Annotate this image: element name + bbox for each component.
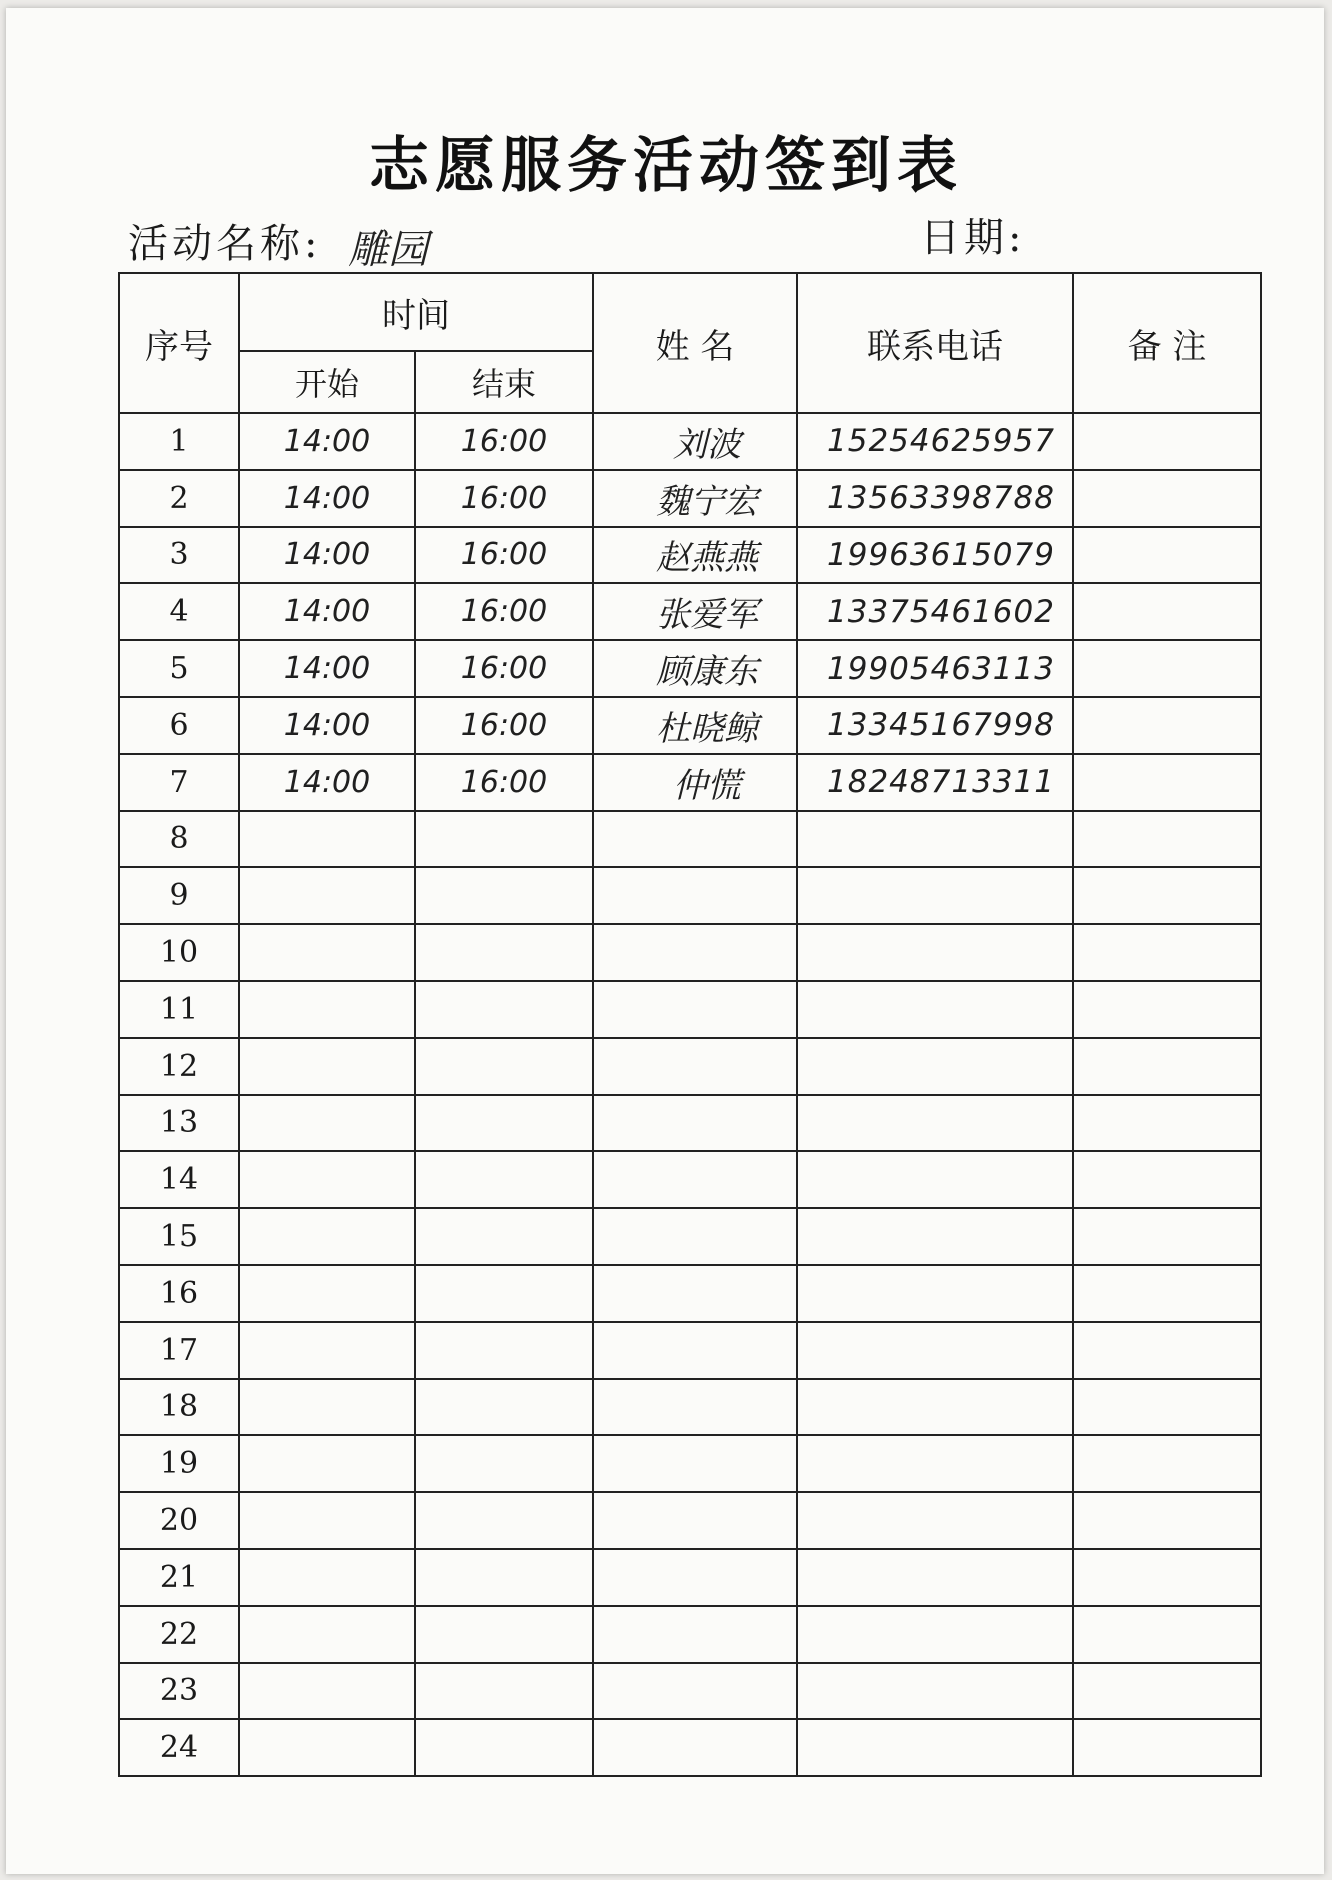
table-row: [119, 1151, 1261, 1208]
start-time-cell: [239, 1379, 415, 1436]
sign-in-table: [118, 272, 1262, 1777]
row-number: 19: [119, 1435, 239, 1492]
note-cell: [1073, 981, 1261, 1038]
phone-cell: [797, 1606, 1073, 1663]
phone-cell: [797, 1492, 1073, 1549]
note-cell: [1073, 697, 1261, 754]
end-time-cell: 16:00: [415, 640, 593, 697]
end-time-cell: [415, 867, 593, 924]
row-number: 4: [119, 583, 239, 640]
name-cell: [593, 1606, 797, 1663]
name-cell: 赵燕燕: [593, 527, 797, 584]
note-cell: [1073, 867, 1261, 924]
header-start: 开始: [239, 351, 415, 413]
name-cell: 顾康东: [593, 640, 797, 697]
row-number: 17: [119, 1322, 239, 1379]
end-time-cell: [415, 1322, 593, 1379]
phone-cell: 15254625957: [797, 413, 1073, 470]
phone-cell: [797, 1151, 1073, 1208]
phone-cell: [797, 867, 1073, 924]
table-row: [119, 413, 1261, 470]
phone-cell: [797, 1322, 1073, 1379]
phone-cell: 18248713311: [797, 754, 1073, 811]
end-time-cell: [415, 1606, 593, 1663]
start-time-cell: [239, 1208, 415, 1265]
phone-cell: 19963615079: [797, 527, 1073, 584]
row-number: 7: [119, 754, 239, 811]
name-cell: [593, 1719, 797, 1776]
note-cell: [1073, 413, 1261, 470]
phone-cell: [797, 1265, 1073, 1322]
table-row: [119, 1095, 1261, 1152]
table-row: [119, 470, 1261, 527]
table-row: [119, 1435, 1261, 1492]
row-number: 9: [119, 867, 239, 924]
date-label: 日期:: [920, 215, 1026, 261]
row-number: 1: [119, 413, 239, 470]
end-time-cell: 16:00: [415, 583, 593, 640]
table-row: [119, 1265, 1261, 1322]
end-time-cell: [415, 1549, 593, 1606]
start-time-cell: 14:00: [239, 470, 415, 527]
name-cell: [593, 1492, 797, 1549]
note-cell: [1073, 811, 1261, 868]
end-time-cell: [415, 981, 593, 1038]
note-cell: [1073, 1151, 1261, 1208]
table-row: [119, 924, 1261, 981]
name-cell: [593, 1379, 797, 1436]
note-cell: [1073, 1549, 1261, 1606]
table-row: [119, 754, 1261, 811]
phone-cell: 13345167998: [797, 697, 1073, 754]
row-number: 23: [119, 1663, 239, 1720]
end-time-cell: [415, 1663, 593, 1720]
name-cell: [593, 1095, 797, 1152]
end-time-cell: [415, 1492, 593, 1549]
table-row: [119, 1492, 1261, 1549]
phone-cell: [797, 1208, 1073, 1265]
note-cell: [1073, 1208, 1261, 1265]
table-row: [119, 640, 1261, 697]
row-number: 5: [119, 640, 239, 697]
start-time-cell: [239, 1095, 415, 1152]
phone-cell: [797, 981, 1073, 1038]
phone-cell: [797, 1719, 1073, 1776]
end-time-cell: [415, 1208, 593, 1265]
note-cell: [1073, 1663, 1261, 1720]
row-number: 3: [119, 527, 239, 584]
table-row: [119, 811, 1261, 868]
row-number: 6: [119, 697, 239, 754]
table-row: [119, 1549, 1261, 1606]
phone-cell: 13563398788: [797, 470, 1073, 527]
name-cell: [593, 867, 797, 924]
phone-cell: 19905463113: [797, 640, 1073, 697]
header-name: 姓 名: [593, 273, 797, 413]
name-cell: [593, 1151, 797, 1208]
note-cell: [1073, 1606, 1261, 1663]
note-cell: [1073, 1435, 1261, 1492]
phone-cell: [797, 1095, 1073, 1152]
table-row: [119, 1038, 1261, 1095]
table-row: [119, 583, 1261, 640]
start-time-cell: [239, 1151, 415, 1208]
table-row: [119, 1208, 1261, 1265]
header-phone: 联系电话: [797, 273, 1073, 413]
table-row: [119, 1379, 1261, 1436]
name-cell: 刘波: [593, 413, 797, 470]
header-seq: 序号: [119, 273, 239, 413]
name-cell: [593, 1265, 797, 1322]
end-time-cell: 16:00: [415, 527, 593, 584]
note-cell: [1073, 754, 1261, 811]
row-number: 16: [119, 1265, 239, 1322]
start-time-cell: [239, 1038, 415, 1095]
end-time-cell: [415, 811, 593, 868]
row-number: 15: [119, 1208, 239, 1265]
row-number: 12: [119, 1038, 239, 1095]
activity-name-value: 雕园: [348, 227, 428, 273]
row-number: 22: [119, 1606, 239, 1663]
name-cell: [593, 924, 797, 981]
activity-name-label: 活动名称:: [128, 221, 322, 267]
start-time-cell: 14:00: [239, 413, 415, 470]
end-time-cell: [415, 1435, 593, 1492]
phone-cell: [797, 1379, 1073, 1436]
note-cell: [1073, 470, 1261, 527]
table-row: [119, 867, 1261, 924]
row-number: 18: [119, 1379, 239, 1436]
start-time-cell: [239, 1663, 415, 1720]
form-title: 志愿服务活动签到表: [369, 131, 963, 201]
name-cell: [593, 981, 797, 1038]
note-cell: [1073, 640, 1261, 697]
header-time: 时间: [239, 273, 593, 351]
note-cell: [1073, 583, 1261, 640]
name-cell: 魏宁宏: [593, 470, 797, 527]
end-time-cell: 16:00: [415, 697, 593, 754]
name-cell: 张爱军: [593, 583, 797, 640]
end-time-cell: 16:00: [415, 413, 593, 470]
phone-cell: [797, 1663, 1073, 1720]
start-time-cell: 14:00: [239, 697, 415, 754]
row-number: 10: [119, 924, 239, 981]
table-row: [119, 697, 1261, 754]
end-time-cell: [415, 1095, 593, 1152]
start-time-cell: [239, 1719, 415, 1776]
name-cell: [593, 1322, 797, 1379]
start-time-cell: 14:00: [239, 640, 415, 697]
start-time-cell: 14:00: [239, 583, 415, 640]
row-number: 2: [119, 470, 239, 527]
phone-cell: [797, 811, 1073, 868]
note-cell: [1073, 1322, 1261, 1379]
start-time-cell: [239, 811, 415, 868]
phone-cell: [797, 1435, 1073, 1492]
end-time-cell: [415, 1265, 593, 1322]
name-cell: [593, 1663, 797, 1720]
note-cell: [1073, 1492, 1261, 1549]
start-time-cell: [239, 924, 415, 981]
end-time-cell: 16:00: [415, 470, 593, 527]
name-cell: [593, 1549, 797, 1606]
row-number: 21: [119, 1549, 239, 1606]
phone-cell: [797, 924, 1073, 981]
start-time-cell: [239, 1492, 415, 1549]
header-note: 备 注: [1073, 273, 1261, 413]
start-time-cell: [239, 1606, 415, 1663]
start-time-cell: [239, 1435, 415, 1492]
name-cell: [593, 1208, 797, 1265]
table-row: [119, 1606, 1261, 1663]
note-cell: [1073, 1719, 1261, 1776]
start-time-cell: [239, 1265, 415, 1322]
start-time-cell: [239, 1322, 415, 1379]
table-row: [119, 1719, 1261, 1776]
end-time-cell: 16:00: [415, 754, 593, 811]
phone-cell: 13375461602: [797, 583, 1073, 640]
note-cell: [1073, 1379, 1261, 1436]
end-time-cell: [415, 1379, 593, 1436]
start-time-cell: 14:00: [239, 754, 415, 811]
table-row: [119, 1322, 1261, 1379]
end-time-cell: [415, 924, 593, 981]
row-number: 11: [119, 981, 239, 1038]
end-time-cell: [415, 1719, 593, 1776]
start-time-cell: [239, 867, 415, 924]
row-number: 13: [119, 1095, 239, 1152]
row-number: 20: [119, 1492, 239, 1549]
note-cell: [1073, 924, 1261, 981]
table-row: [119, 527, 1261, 584]
name-cell: [593, 1435, 797, 1492]
name-cell: [593, 1038, 797, 1095]
name-cell: 仲慌: [593, 754, 797, 811]
end-time-cell: [415, 1038, 593, 1095]
table-row: [119, 981, 1261, 1038]
row-number: 8: [119, 811, 239, 868]
start-time-cell: 14:00: [239, 527, 415, 584]
note-cell: [1073, 1265, 1261, 1322]
table-body: [119, 413, 1261, 1776]
phone-cell: [797, 1038, 1073, 1095]
name-cell: 杜晓鲸: [593, 697, 797, 754]
note-cell: [1073, 1038, 1261, 1095]
name-cell: [593, 811, 797, 868]
header-end: 结束: [415, 351, 593, 413]
start-time-cell: [239, 1549, 415, 1606]
end-time-cell: [415, 1151, 593, 1208]
row-number: 24: [119, 1719, 239, 1776]
note-cell: [1073, 527, 1261, 584]
phone-cell: [797, 1549, 1073, 1606]
row-number: 14: [119, 1151, 239, 1208]
note-cell: [1073, 1095, 1261, 1152]
table-row: [119, 1663, 1261, 1720]
start-time-cell: [239, 981, 415, 1038]
